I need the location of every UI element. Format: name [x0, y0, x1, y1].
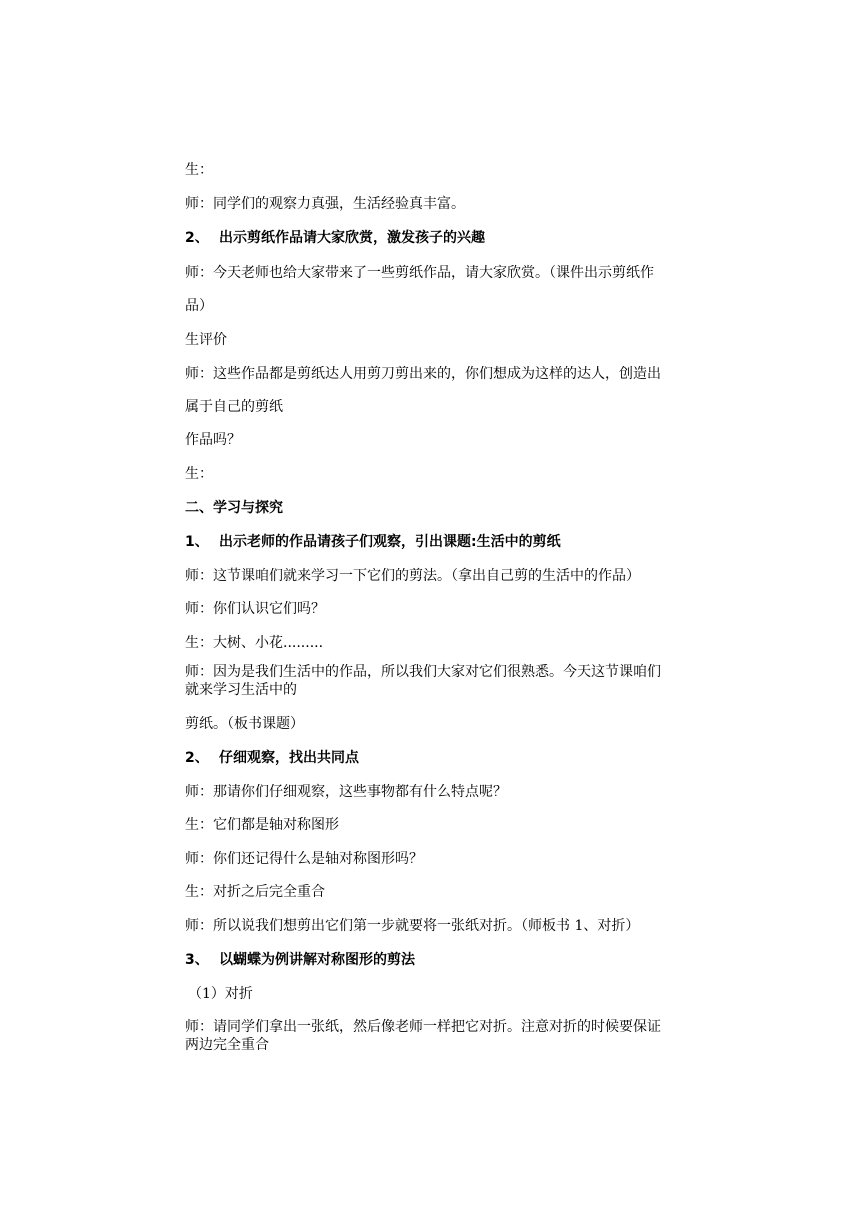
- text-line: 师：你们还记得什么是轴对称图形吗？: [185, 851, 423, 867]
- section-title: 二、学习与探究: [185, 500, 283, 516]
- heading-text: 以蝴蝶为例讲解对称图形的剪法: [219, 952, 415, 968]
- heading-number: 2、: [185, 230, 209, 246]
- text-line: 师：你们认识它们吗？: [185, 601, 325, 617]
- text-line: 师：所以说我们想剪出它们第一步就要将一张纸对折。（师板书 1、对折）: [185, 918, 640, 934]
- text-line: 师：同学们的观察力真强，生活经验真丰富。: [185, 196, 465, 212]
- text-line: 师：这节课咱们就来学习一下它们的剪法。（拿出自己剪的生活中的作品）: [185, 568, 640, 584]
- text-line: 师：因为是我们生活中的作品，所以我们大家对它们很熟悉。今天这节课咱们: [185, 664, 661, 680]
- section-heading: [185, 750, 359, 766]
- text-line: 剪纸。（板书课题）: [185, 716, 304, 732]
- text-line: 就来学习生活中的: [185, 682, 297, 698]
- heading-text: 仔细观察，找出共同点: [219, 750, 359, 766]
- heading-number: 1、: [185, 534, 209, 550]
- text-line: 生：: [185, 162, 213, 178]
- heading-number: 3、: [185, 952, 209, 968]
- text-line: 师：今天老师也给大家带来了一些剪纸作品，请大家欣赏。（课件出示剪纸作: [185, 265, 654, 281]
- text-line: 生：它们都是轴对称图形: [185, 817, 339, 833]
- text-line: 师：这些作品都是剪纸达人用剪刀剪出来的，你们想成为这样的达人，创造出: [185, 366, 661, 382]
- text-line: 师：请同学们拿出一张纸，然后像老师一样把它对折。注意对折的时候要保证: [185, 1019, 661, 1035]
- text-line: 品）: [185, 298, 213, 314]
- text-line: 两边完全重合: [185, 1037, 269, 1053]
- text-line: 师：那请你们仔细观察，这些事物都有什么特点呢？: [185, 784, 507, 800]
- section-heading: [185, 534, 561, 550]
- heading-text: 出示老师的作品请孩子们观察，引出课题:生活中的剪纸: [219, 534, 561, 550]
- section-heading: [185, 230, 485, 246]
- text-line: 作品吗？: [185, 432, 241, 448]
- heading-number: 2、: [185, 750, 209, 766]
- heading-text: 出示剪纸作品请大家欣赏，激发孩子的兴趣: [219, 230, 485, 246]
- subheading: （1）对折: [188, 986, 253, 1002]
- text-line: 生评价: [185, 332, 227, 348]
- text-line: 生：大树、小花.........: [185, 635, 324, 651]
- text-line: 生：对折之后完全重合: [185, 884, 325, 900]
- text-line: 属于自己的剪纸: [185, 399, 283, 415]
- text-line: 生：: [185, 466, 213, 482]
- section-heading: [185, 952, 415, 968]
